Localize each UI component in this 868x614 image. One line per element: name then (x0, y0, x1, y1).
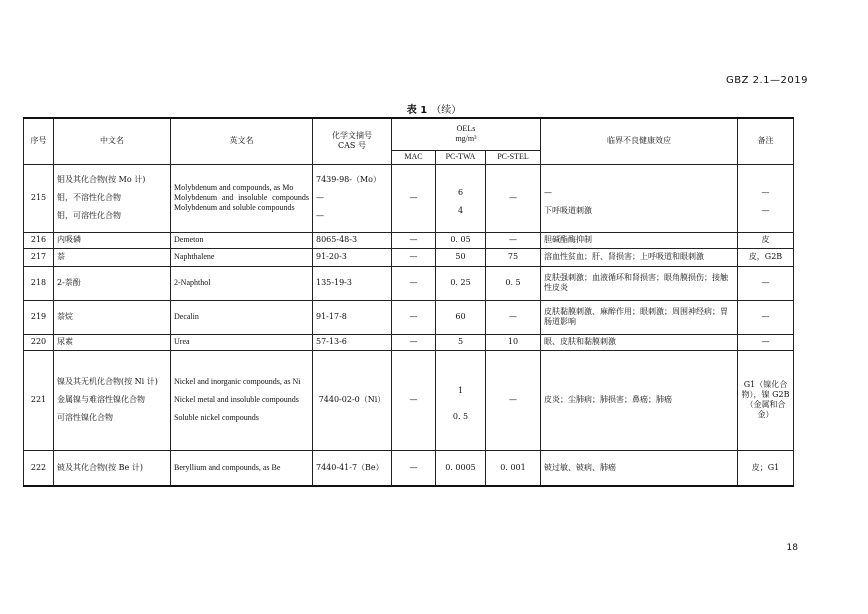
cell-cas: 57-13-6 (313, 334, 392, 350)
cell-stel: 75 (486, 248, 541, 266)
header-cn-name: 中文名 (54, 118, 171, 164)
cell-notes: 皮，G2B (738, 248, 794, 266)
cell-effects: 皮肤黏膜刺激、麻醉作用；眼刺激；周围神经病；胃肠道影响 (541, 300, 738, 334)
cell-mac: — (392, 232, 436, 248)
cas-line: 7439-98-（Mo） (316, 175, 381, 184)
cell-twa: 50 (436, 248, 486, 266)
en-line: Molybdenum and insoluble compounds (174, 193, 309, 202)
cn-line: 可溶性镍化合物 (57, 413, 113, 422)
cell-notes: — (738, 266, 794, 300)
cell-twa: 0. 25 (436, 266, 486, 300)
header-en-name: 英文名 (171, 118, 313, 164)
cas-line: — (316, 193, 324, 202)
cell-effects: 眼、皮肤和黏膜刺激 (541, 334, 738, 350)
en-line: Nickel and inorganic compounds, as Ni (174, 377, 301, 386)
cell-twa: 5 (436, 334, 486, 350)
cell-notes (738, 164, 794, 232)
table-row (24, 450, 794, 486)
table-continued: （续） (431, 105, 462, 116)
header-cas (313, 118, 392, 164)
cell-seq: 216 (24, 232, 54, 248)
cell-effects: 皮炎；尘肺病；肺损害；鼻癌；肺癌 (541, 350, 738, 450)
table-caption (0, 101, 868, 116)
cell-notes: — (738, 300, 794, 334)
en-line: Molybdenum and soluble compounds (174, 203, 295, 212)
cell-mac: — (392, 334, 436, 350)
cn-line: 钼及其化合物(按 Mo 计) (57, 175, 146, 184)
cell-stel: — (486, 350, 541, 450)
cell-stel: — (486, 232, 541, 248)
oel-table (23, 117, 794, 487)
cell-cas: 8065-48-3 (313, 232, 392, 248)
table-label: 表 1 (406, 105, 428, 116)
cn-line: 钼，可溶性化合物 (57, 211, 121, 220)
cell-seq: 221 (24, 350, 54, 450)
cas-line: — (316, 211, 324, 220)
cell-stel: — (486, 300, 541, 334)
cell-seq: 215 (24, 164, 54, 232)
cell-effects: 胆碱酯酶抑制 (541, 232, 738, 248)
twa-line: 0. 5 (452, 412, 469, 421)
cell-mac: — (392, 266, 436, 300)
cell-cas: 91-17-8 (313, 300, 392, 334)
table-row (24, 266, 794, 300)
cell-mac: — (392, 450, 436, 486)
cell-en: Beryllium and compounds, as Be (171, 450, 313, 486)
cell-cn: 2-萘酚 (54, 266, 171, 300)
cell-cn: 内吸磷 (54, 232, 171, 248)
table-row (24, 164, 794, 232)
cell-effects: 铍过敏、铍病、肺癌 (541, 450, 738, 486)
cell-twa (436, 350, 486, 450)
page-number: 18 (786, 543, 798, 553)
table-row (24, 300, 794, 334)
cell-cas: 7440-41-7（Be） (313, 450, 392, 486)
cell-mac: — (392, 350, 436, 450)
cell-effects: 溶血性贫血；肝、肾损害；上呼吸道和眼刺激 (541, 248, 738, 266)
table-row (24, 350, 794, 450)
en-line: Nickel metal and insoluble compounds (174, 395, 299, 404)
cell-cn: 萘烷 (54, 300, 171, 334)
cell-en (171, 164, 313, 232)
cell-seq: 219 (24, 300, 54, 334)
header-seq: 序号 (24, 118, 54, 164)
cell-cn (54, 164, 171, 232)
cell-seq: 217 (24, 248, 54, 266)
cell-twa (436, 164, 486, 232)
cell-en: Decalin (171, 300, 313, 334)
cell-mac: — (392, 300, 436, 334)
table-row (24, 232, 794, 248)
cell-stel: 10 (486, 334, 541, 350)
twa-line: 4 (457, 206, 464, 215)
header-pc-stel: PC-STEL (486, 150, 541, 164)
header-oels-line1: OELs (456, 124, 476, 134)
cell-stel: 0. 001 (486, 450, 541, 486)
cell-notes: G1（镍化合物），镍 G2B（金属和合金） (738, 350, 794, 450)
en-line: Soluble nickel compounds (174, 413, 259, 422)
cell-cas: 91-20-3 (313, 248, 392, 266)
cell-twa: 0. 05 (436, 232, 486, 248)
notes-line: — (761, 188, 770, 197)
cell-notes: 皮；G1 (738, 450, 794, 486)
cell-seq: 218 (24, 266, 54, 300)
cell-effects (541, 164, 738, 232)
cell-seq: 222 (24, 450, 54, 486)
cell-en (171, 350, 313, 450)
effects-line: 下呼吸道刺激 (544, 206, 592, 215)
cell-cas (313, 164, 392, 232)
cell-twa: 0. 0005 (436, 450, 486, 486)
cell-cn: 萘 (54, 248, 171, 266)
en-line: Molybdenum and compounds, as Mo (174, 183, 294, 192)
cell-seq: 220 (24, 334, 54, 350)
notes-line: — (761, 206, 770, 215)
cell-cn (54, 350, 171, 450)
cn-line: 钼，不溶性化合物 (57, 193, 121, 202)
twa-line: 1 (457, 386, 464, 395)
cell-stel: — (486, 164, 541, 232)
table-row (24, 248, 794, 266)
cell-mac: — (392, 164, 436, 232)
cell-cas: 7440-02-0（Ni） (313, 350, 392, 450)
standard-code: GBZ 2.1—2019 (726, 75, 808, 86)
cn-line: 镍及其无机化合物(按 Ni 计) (57, 377, 158, 386)
cell-cn: 铍及其化合物(按 Be 计) (54, 450, 171, 486)
header-effects: 临界不良健康效应 (541, 118, 738, 164)
cell-en: Naphthalene (171, 248, 313, 266)
cn-line: 金属镍与难溶性镍化合物 (57, 395, 145, 404)
header-pc-twa: PC-TWA (436, 150, 486, 164)
header-notes: 备注 (738, 118, 794, 164)
cell-stel: 0. 5 (486, 266, 541, 300)
cell-cn: 尿素 (54, 334, 171, 350)
cell-en: 2-Naphthol (171, 266, 313, 300)
effects-line: — (544, 188, 552, 197)
table-row (24, 334, 794, 350)
cell-en: Urea (171, 334, 313, 350)
header-cas-line1: 化学文摘号 (332, 131, 372, 141)
twa-line: 6 (457, 188, 464, 197)
cell-twa: 60 (436, 300, 486, 334)
header-cas-line2: CAS 号 (338, 141, 366, 151)
cell-cas: 135-19-3 (313, 266, 392, 300)
header-mac: MAC (392, 150, 436, 164)
cell-mac: — (392, 248, 436, 266)
header-oels-unit: mg/m³ (455, 134, 477, 144)
cell-effects: 皮肤强刺激；血液循环和肾损害；眼角膜损伤；接触性皮炎 (541, 266, 738, 300)
cell-notes: — (738, 334, 794, 350)
header-oels (392, 118, 541, 150)
cell-en: Demeton (171, 232, 313, 248)
cell-notes: 皮 (738, 232, 794, 248)
